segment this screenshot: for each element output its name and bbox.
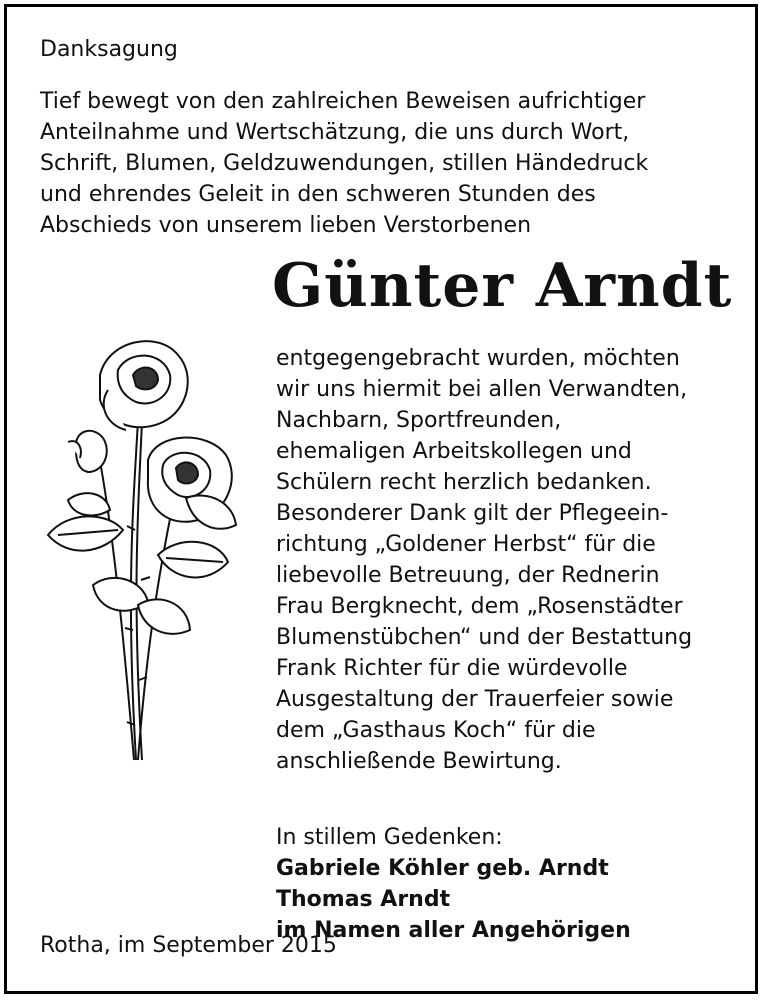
body-line: wir uns hiermit bei allen Verwandten,: [276, 377, 688, 402]
intro-line: Anteilnahme und Wertschätzung, die uns durch Wort,: [40, 120, 630, 145]
intro-line: Abschieds von unserem lieben Verstorbenen: [40, 213, 532, 238]
body-line: richtung „Goldener Herbst“ für die: [276, 532, 656, 557]
deceased-name: Günter Arndt: [272, 251, 733, 321]
heading: Danksagung: [40, 37, 178, 62]
body-line: Blumenstübchen“ und der Bestattung: [276, 625, 693, 650]
signer-relatives: im Namen aller Angehörigen: [276, 918, 631, 943]
intro-line: Schrift, Blumen, Geldzuwendungen, stillen Händedruck: [40, 151, 649, 176]
body-line: Frank Richter für die würdevolle: [276, 656, 628, 681]
body-line: liebevolle Betreuung, der Rednerin: [276, 563, 660, 588]
body-line: Nachbarn, Sportfreunden,: [276, 408, 562, 433]
body-line: anschließende Bewirtung.: [276, 749, 562, 774]
intro-line: Tief bewegt von den zahlreichen Beweisen aufrichtiger: [40, 89, 646, 114]
body-line: entgegengebracht wurden, möchten: [276, 346, 680, 371]
signer-name: Gabriele Köhler geb. Arndt: [276, 856, 609, 881]
body-text: [276, 343, 736, 777]
body-line: Schülern recht herzlich bedanken.: [276, 470, 652, 495]
intro-line: und ehrendes Geleit in den schweren Stunden des: [40, 182, 596, 207]
body-line: ehemaligen Arbeitskollegen und: [276, 439, 632, 464]
body-line: dem „Gasthaus Koch“ für die: [276, 718, 596, 743]
body-line: Ausgestaltung der Trauerfeier sowie: [276, 687, 674, 712]
memory-line: In stillem Gedenken:: [276, 825, 503, 850]
body-line: Frau Bergknecht, dem „Rosenstädter: [276, 594, 683, 619]
signature-block: [276, 822, 631, 946]
body-line: Besonderer Dank gilt der Pflegeein-: [276, 501, 669, 526]
signer-name: Thomas Arndt: [276, 887, 451, 912]
intro-text: [40, 86, 740, 241]
rose-illustration: [38, 330, 248, 775]
place-date: Rotha, im September 2015: [40, 933, 337, 958]
